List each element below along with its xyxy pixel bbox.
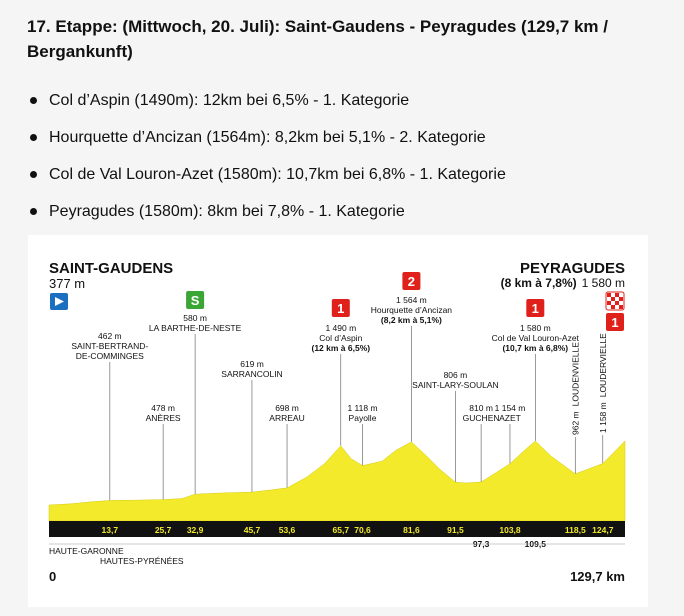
km-marker-label: 25,7: [154, 525, 172, 535]
badge-label: 2: [407, 274, 416, 289]
place-altitude: 1 118 m: [347, 403, 378, 413]
place-altitude: 462 m: [97, 331, 122, 341]
place-altitude: 619 m: [240, 359, 264, 369]
place-marker: [347, 403, 377, 466]
place-altitude: 810 m: [469, 403, 493, 413]
badge-label: 1: [337, 301, 345, 316]
badge-label: 1: [531, 301, 539, 316]
place-name: AZET: [499, 413, 521, 423]
climb-item: Hourquette d’Ancizan (1564m): 8,2km bei 5,1% - 2. Kategorie: [27, 119, 506, 156]
place-name: ANÈRES: [145, 413, 181, 423]
start-km: 0: [49, 569, 57, 584]
km-marker-label: 118,5: [564, 525, 586, 535]
place-altitude: 1 158 m: [597, 402, 608, 433]
stage-profile-chart: [28, 235, 648, 607]
mountain-badge-icon: [526, 299, 544, 317]
finish-checkered-flag-icon: [606, 292, 624, 310]
mountain-badge-icon: [332, 299, 350, 317]
place-altitude: 1 154 m: [494, 403, 526, 413]
climb-list: [27, 82, 506, 230]
place-marker: [371, 272, 453, 442]
finish-town: PEYRAGUDES: [519, 260, 625, 277]
climb-detail: (12 km à 6,5%): [311, 343, 371, 353]
place-name: LOUDENVIELLE: [570, 342, 581, 407]
place-altitude: 962 m: [570, 411, 581, 435]
place-altitude: 1 564 m: [396, 295, 427, 305]
place-name: SAINT-BERTRAND-: [71, 341, 149, 351]
km-marker-label: 65,7: [332, 525, 350, 535]
stage-profile-card: [28, 235, 648, 607]
km-marker-label: 13,7: [101, 525, 119, 535]
climb-item: Col de Val Louron-Azet (1580m): 10,7km bei 6,8% - 1. Kategorie: [27, 156, 506, 193]
climb-detail: (10,7 km à 6,8%): [502, 343, 569, 353]
km-marker-label: 124,7: [592, 525, 614, 535]
place-name: LOUDERVIELLE: [597, 333, 608, 398]
km-marker-label: 97,3: [472, 539, 490, 549]
start-altitude: 377 m: [49, 276, 86, 291]
km-marker-label: 70,6: [354, 525, 371, 535]
start-town: SAINT-GAUDENS: [49, 260, 174, 277]
place-altitude: 806 m: [443, 370, 468, 380]
finish-badge-label: 1: [611, 315, 619, 330]
place-name: LA BARTHE-DE-NESTE: [148, 323, 242, 333]
km-marker-label: 53,6: [278, 525, 296, 535]
place-marker: [146, 403, 181, 500]
finish-mountain-badge-icon: [606, 313, 624, 331]
climb-item: Col d’Aspin (1490m): 12km bei 6,5% - 1. Kategorie: [27, 82, 506, 119]
total-km: 129,7 km: [570, 569, 625, 584]
place-marker: [149, 291, 242, 494]
place-altitude: 1 580 m: [519, 323, 551, 333]
km-marker-label: 45,7: [243, 525, 261, 535]
place-marker: [221, 359, 282, 492]
place-name: SARRANCOLIN: [221, 369, 283, 379]
km-marker-label: 103,8: [499, 525, 521, 535]
sprint-badge-icon: [186, 291, 204, 309]
place-name: ARREAU: [269, 413, 305, 423]
place-name: Payolle: [348, 413, 377, 423]
place-name: Hourquette d’Ancizan: [370, 305, 453, 315]
region-haute-garonne: HAUTE-GARONNE: [49, 546, 124, 556]
place-altitude: 580 m: [183, 313, 207, 323]
place-name: SAINT-LARY-SOULAN: [412, 380, 499, 390]
km-marker-label: 32,9: [186, 525, 204, 535]
place-label-vertical: [598, 333, 608, 433]
place-altitude: 1 490 m: [325, 323, 357, 333]
place-altitude: 478 m: [151, 403, 175, 413]
km-marker-label: 81,6: [403, 525, 420, 535]
place-altitude: 698 m: [275, 403, 299, 413]
place-name: GUCHEN: [462, 413, 500, 423]
place-marker: [570, 342, 580, 474]
stage-heading: 17. Etappe: (Mittwoch, 20. Juli): Saint-Gaudens - Peyragudes (129,7 km / Bergankunft): [27, 17, 608, 61]
place-marker: [598, 333, 608, 464]
place-marker: [71, 331, 148, 500]
km-marker-label: 91,5: [447, 525, 464, 535]
finish-info: [501, 276, 625, 290]
place-label-vertical: [570, 342, 580, 435]
climb-detail: (8,2 km à 5,1%): [380, 315, 442, 325]
elevation-profile-area: [49, 441, 625, 521]
place-marker: [463, 403, 500, 482]
region-hautes-pyrenees: HAUTES-PYRÉNÉES: [100, 556, 184, 566]
km-marker-label: 109,5: [524, 539, 546, 549]
finish-detail: (8 km à 7,8%): [500, 276, 577, 290]
badge-label: S: [190, 293, 200, 308]
place-name: Col de Val Louron-Azet: [491, 333, 579, 343]
finish-altitude: 1 580 m: [581, 276, 625, 290]
place-name: DE-COMMINGES: [75, 351, 144, 361]
mountain-badge-icon: [402, 272, 420, 290]
start-flag-icon: [50, 293, 68, 310]
place-marker: [269, 403, 304, 488]
place-marker: [312, 299, 371, 446]
climb-item: Peyragudes (1580m): 8km bei 7,8% - 1. Kategorie: [27, 193, 506, 230]
place-name: Col d’Aspin: [319, 333, 363, 343]
